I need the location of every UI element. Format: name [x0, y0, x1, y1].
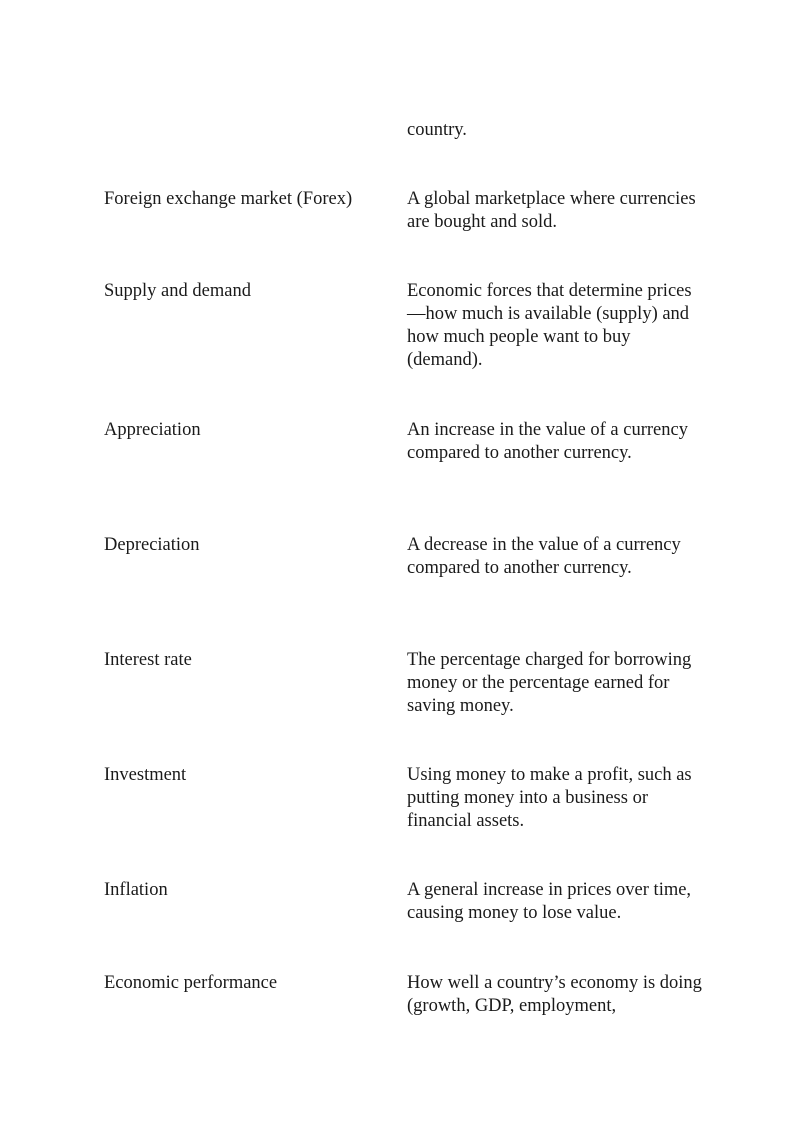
- term: Depreciation: [104, 535, 200, 555]
- term: Interest rate: [104, 650, 192, 670]
- term: Supply and demand: [104, 281, 251, 301]
- definition: The percentage charged for borrowing money or the percentage earned for saving money.: [407, 650, 692, 716]
- term: Economic performance: [104, 973, 278, 993]
- term: Appreciation: [104, 420, 201, 440]
- definition: An increase in the value of a currency compared to another currency.: [407, 420, 688, 463]
- definition: A global marketplace where currencies are bought and sold.: [407, 189, 696, 232]
- definition: How well a country’s economy is doing (growth, GDP, employment,: [407, 973, 702, 1016]
- term: Inflation: [104, 880, 168, 900]
- term: Investment: [104, 765, 187, 785]
- definition: Using money to make a profit, such as putting money into a business or financial assets.: [407, 765, 692, 831]
- term: Foreign exchange market (Forex): [104, 189, 353, 209]
- definition: A general increase in prices over time, causing money to lose value.: [407, 880, 692, 923]
- definition-continuation: country.: [407, 120, 467, 140]
- definition: A decrease in the value of a currency compared to another currency.: [407, 535, 681, 578]
- definition: Economic forces that determine prices—how much is available (supply) and how much people want to buy (demand).: [407, 281, 692, 370]
